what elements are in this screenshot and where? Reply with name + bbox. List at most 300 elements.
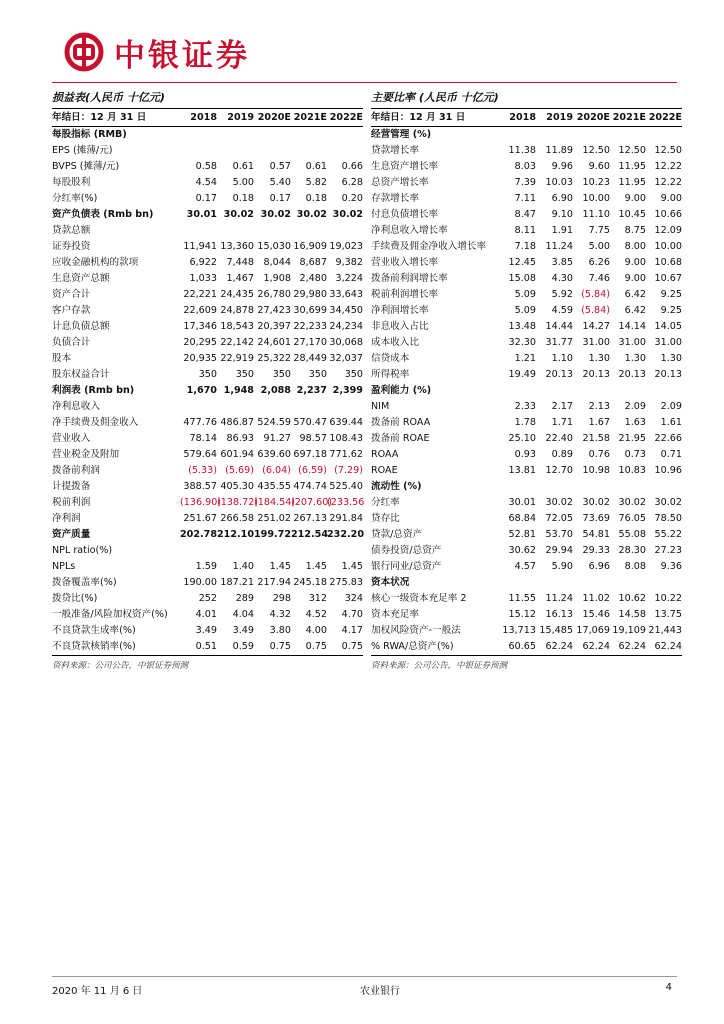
- row-label: 信贷成本: [371, 353, 410, 364]
- cell-value: 0.61: [232, 161, 254, 172]
- table-row: [52, 383, 363, 399]
- cell-value: 32.30: [508, 337, 536, 348]
- cell-value: 22,609: [183, 305, 217, 316]
- cell-value: 405.30: [220, 481, 254, 492]
- cell-value: 30,068: [329, 337, 363, 348]
- table-row: [371, 127, 682, 144]
- cell-value: 22.40: [545, 433, 573, 444]
- key-ratios-title: 主要比率 (人民币 十亿元): [371, 90, 682, 109]
- cell-value: [573, 383, 610, 399]
- table-row: [52, 495, 363, 511]
- cell-value: 202.78: [180, 529, 218, 540]
- cell-value: [291, 543, 327, 559]
- cell-value: 30.02: [545, 497, 573, 508]
- row-label: 营业收入: [52, 433, 91, 444]
- row-label: 存款增长率: [371, 193, 419, 204]
- cell-value: 27,170: [293, 337, 327, 348]
- row-label: 营业收入增长率: [371, 257, 439, 268]
- cell-value: [254, 543, 291, 559]
- cell-value: 20.13: [582, 369, 610, 380]
- row-label: 不良贷款生成率(%): [52, 625, 136, 636]
- table-row: [52, 175, 363, 191]
- cell-value: 350: [272, 369, 291, 380]
- cell-value: 2.13: [588, 401, 610, 412]
- row-label: 贷存比: [371, 513, 400, 524]
- table-row: [52, 399, 363, 415]
- key-ratios-panel: [371, 90, 682, 671]
- cell-value: 10.00: [582, 193, 610, 204]
- cell-value: 10.66: [654, 209, 682, 220]
- cell-value: 14.05: [654, 321, 682, 332]
- cell-value: 30.62: [508, 545, 536, 556]
- cell-value: 212.54: [291, 529, 329, 540]
- year-header: 2021E: [610, 110, 646, 127]
- cell-value: 474.74: [293, 481, 327, 492]
- row-label: 资本状况: [371, 577, 410, 588]
- cell-value: 11.02: [582, 593, 610, 604]
- cell-value: (7.29): [334, 465, 363, 476]
- cell-value: 9.00: [624, 257, 646, 268]
- table-row: [371, 415, 682, 431]
- cell-value: 11.24: [545, 593, 573, 604]
- cell-value: 30.02: [296, 209, 327, 220]
- cell-value: 6.26: [588, 257, 610, 268]
- cell-value: 289: [235, 593, 254, 604]
- cell-value: 60.65: [499, 639, 536, 656]
- table-row: [371, 639, 682, 656]
- cell-value: 62.24: [573, 639, 610, 656]
- cell-value: 1,467: [226, 273, 254, 284]
- cell-value: 1.63: [624, 417, 646, 428]
- year-header: 2020E: [573, 110, 610, 127]
- table-row: [52, 543, 363, 559]
- table-header-row: [371, 110, 682, 127]
- row-label: 成本收入比: [371, 337, 419, 348]
- cell-value: 21,443: [648, 625, 682, 636]
- row-label: 分红率(%): [52, 193, 98, 204]
- cell-value: 11.10: [582, 209, 610, 220]
- cell-value: 17,346: [183, 321, 217, 332]
- cell-value: 10.96: [654, 465, 682, 476]
- cell-value: 5.82: [305, 177, 327, 188]
- cell-value: 0.75: [254, 639, 291, 656]
- cell-value: [217, 399, 254, 415]
- year-header: 2021E: [291, 110, 327, 127]
- table-row: [52, 207, 363, 223]
- cell-value: 7.46: [588, 273, 610, 284]
- cell-value: 86.93: [226, 433, 254, 444]
- cell-value: 4.32: [269, 609, 291, 620]
- cell-value: [327, 223, 363, 239]
- cell-value: 9.36: [660, 561, 682, 572]
- cell-value: 78.14: [189, 433, 217, 444]
- row-label: % RWA/总资产(%): [371, 639, 499, 656]
- cell-value: 14.58: [618, 609, 646, 620]
- table-row: [52, 463, 363, 479]
- row-label: 净利息收入: [52, 401, 100, 412]
- row-label: 贷款增长率: [371, 145, 419, 156]
- cell-value: 1.45: [341, 561, 363, 572]
- cell-value: 477.76: [183, 417, 217, 428]
- cell-value: 22,142: [220, 337, 254, 348]
- cell-value: 62.24: [610, 639, 646, 656]
- row-label: 生息资产增长率: [371, 161, 439, 172]
- table-row: [371, 591, 682, 607]
- cell-value: 1,908: [263, 273, 291, 284]
- table-row: [52, 143, 363, 159]
- table-row: [52, 447, 363, 463]
- row-label: 净利息收入增长率: [371, 225, 448, 236]
- row-label: 拨备前利润: [52, 465, 100, 476]
- cell-value: 2,088: [260, 385, 291, 396]
- row-label: 资产合计: [52, 289, 91, 300]
- cell-value: 31.00: [618, 337, 646, 348]
- cell-value: 15,485: [539, 625, 573, 636]
- cell-value: 76.05: [618, 513, 646, 524]
- cell-value: 9.25: [660, 289, 682, 300]
- cell-value: [291, 223, 327, 239]
- table-row: [371, 255, 682, 271]
- cell-value: 73.69: [582, 513, 610, 524]
- table-row: [371, 495, 682, 511]
- table-header-row: [52, 110, 363, 127]
- cell-value: 324: [344, 593, 363, 604]
- year-header: 2018: [499, 110, 536, 127]
- table-row: [371, 543, 682, 559]
- row-label: 税前利润: [52, 497, 91, 508]
- cell-value: 29.94: [545, 545, 573, 556]
- cell-value: 350: [235, 369, 254, 380]
- table-row: [52, 527, 363, 543]
- cell-value: (5.69): [225, 465, 254, 476]
- cell-value: 27.23: [654, 545, 682, 556]
- row-label: 计息负债总额: [52, 321, 110, 332]
- page-number: 4: [665, 982, 672, 993]
- cell-value: [646, 383, 682, 399]
- cell-value: 2.09: [660, 401, 682, 412]
- row-label: 付息负债增长率: [371, 209, 439, 220]
- cell-value: 22,233: [293, 321, 327, 332]
- table-row: [371, 303, 682, 319]
- cell-value: 0.66: [341, 161, 363, 172]
- cell-value: 5.90: [551, 561, 573, 572]
- row-label: 每股股利: [52, 177, 91, 188]
- cell-value: [217, 543, 254, 559]
- cell-value: 291.84: [329, 513, 363, 524]
- cell-value: 8.03: [514, 161, 536, 172]
- cell-value: 4.57: [514, 561, 536, 572]
- cell-value: 12.09: [654, 225, 682, 236]
- cell-value: [536, 575, 573, 591]
- cell-value: 19,023: [329, 241, 363, 252]
- cell-value: 11.95: [618, 177, 646, 188]
- cell-value: 12.50: [582, 145, 610, 156]
- cell-value: 21.95: [618, 433, 646, 444]
- table-row: [52, 415, 363, 431]
- cell-value: 312: [308, 593, 327, 604]
- cell-value: 16,909: [293, 241, 327, 252]
- cell-value: 0.89: [551, 449, 573, 460]
- cell-value: 3.80: [269, 625, 291, 636]
- cell-value: 30,699: [293, 305, 327, 316]
- cell-value: 10.67: [654, 273, 682, 284]
- table-row: [52, 623, 363, 639]
- cell-value: [327, 143, 363, 159]
- cell-value: 350: [198, 369, 217, 380]
- cell-value: [217, 127, 254, 144]
- cell-value: 5.00: [232, 177, 254, 188]
- row-label: 股东权益合计: [52, 369, 110, 380]
- cell-value: 350: [344, 369, 363, 380]
- row-label: 利润表 (Rmb bn): [52, 385, 135, 396]
- row-label: 拨备前 ROAE: [371, 433, 430, 444]
- cell-value: 18,543: [220, 321, 254, 332]
- table-row: [52, 367, 363, 383]
- table-row: [371, 511, 682, 527]
- table-row: [52, 319, 363, 335]
- header-rule: [52, 82, 677, 83]
- cell-value: 0.59: [217, 639, 254, 656]
- cell-value: [499, 479, 536, 495]
- cell-value: 1,948: [223, 385, 254, 396]
- row-label: 经营管理 (%): [371, 129, 432, 140]
- cell-value: 30.02: [223, 209, 254, 220]
- cell-value: [646, 479, 682, 495]
- cell-value: 54.81: [582, 529, 610, 540]
- table-row: [52, 479, 363, 495]
- table-row: [52, 159, 363, 175]
- cell-value: 771.62: [329, 449, 363, 460]
- cell-value: 6.90: [551, 193, 573, 204]
- cell-value: 0.18: [305, 193, 327, 204]
- footer-rule: [52, 976, 677, 977]
- cell-value: 11.89: [545, 145, 573, 156]
- cell-value: 199.72: [254, 529, 292, 540]
- cell-value: 12.70: [545, 465, 573, 476]
- cell-value: 217.94: [257, 577, 291, 588]
- table-row: [52, 127, 363, 144]
- row-label: 拨备前利润增长率: [371, 273, 448, 284]
- cell-value: 1.21: [514, 353, 536, 364]
- table-row: [52, 191, 363, 207]
- cell-value: 252: [198, 593, 217, 604]
- cell-value: [254, 143, 291, 159]
- cell-value: [254, 399, 291, 415]
- cell-value: 33,643: [329, 289, 363, 300]
- cell-value: 15.08: [508, 273, 536, 284]
- cell-value: 639.60: [257, 449, 291, 460]
- row-label: 应收金融机构的款项: [52, 257, 139, 268]
- cell-value: 13.81: [508, 465, 536, 476]
- cell-value: 52.81: [508, 529, 536, 540]
- cell-value: 12.22: [654, 161, 682, 172]
- cell-value: 24,878: [220, 305, 254, 316]
- cell-value: (207.60): [291, 497, 333, 508]
- cell-value: 30.02: [260, 209, 291, 220]
- table-row: [52, 255, 363, 271]
- row-label: 加权风险资产-一般法: [371, 625, 461, 636]
- cell-value: 10.83: [618, 465, 646, 476]
- cell-value: [327, 127, 363, 144]
- row-label: 拨贷比(%): [52, 593, 98, 604]
- cell-value: (6.59): [298, 465, 327, 476]
- cell-value: 298: [272, 593, 291, 604]
- table-row: [371, 447, 682, 463]
- cell-value: 14.14: [618, 321, 646, 332]
- cell-value: [217, 223, 254, 239]
- cell-value: 13,360: [220, 241, 254, 252]
- header-label: 年结日：12 月 31 日: [52, 110, 180, 127]
- cell-value: 8,687: [299, 257, 327, 268]
- cell-value: 2.33: [514, 401, 536, 412]
- cell-value: 486.87: [220, 417, 254, 428]
- cell-value: 187.21: [220, 577, 254, 588]
- cell-value: 0.75: [327, 639, 363, 656]
- cell-value: 29,980: [293, 289, 327, 300]
- table-row: [371, 623, 682, 639]
- cell-value: 9.00: [624, 273, 646, 284]
- cell-value: 0.61: [305, 161, 327, 172]
- row-label: 拨备前 ROAA: [371, 417, 431, 428]
- cell-value: [291, 143, 327, 159]
- table-row: [371, 607, 682, 623]
- table-row: [52, 575, 363, 591]
- cell-value: 108.43: [329, 433, 363, 444]
- cell-value: [499, 127, 536, 144]
- row-label: 计提拨备: [52, 481, 91, 492]
- cell-value: 4.54: [195, 177, 217, 188]
- table-row: [52, 639, 363, 656]
- cell-value: [180, 543, 217, 559]
- cell-value: 245.18: [293, 577, 327, 588]
- cell-value: 20.13: [618, 369, 646, 380]
- cell-value: 7.11: [514, 193, 536, 204]
- cell-value: 6,922: [189, 257, 217, 268]
- cell-value: 266.58: [220, 513, 254, 524]
- cell-value: 10.45: [618, 209, 646, 220]
- cell-value: [499, 383, 536, 399]
- cell-value: 17,069: [576, 625, 610, 636]
- table-row: [371, 271, 682, 287]
- table-row: [371, 575, 682, 591]
- cell-value: 524.59: [257, 417, 291, 428]
- cell-value: 20,397: [257, 321, 291, 332]
- cell-value: 3.49: [232, 625, 254, 636]
- source-note: 资料来源：公司公告，中银证券预测: [371, 661, 508, 671]
- cell-value: 5.09: [514, 289, 536, 300]
- cell-value: 5.92: [551, 289, 573, 300]
- row-label: ROAE: [371, 465, 398, 476]
- cell-value: 232.20: [327, 529, 365, 540]
- year-header: 2018: [180, 110, 217, 127]
- cell-value: 25,322: [257, 353, 291, 364]
- cell-value: 0.57: [269, 161, 291, 172]
- cell-value: [499, 575, 536, 591]
- cell-value: 1.10: [551, 353, 573, 364]
- cell-value: 72.05: [545, 513, 573, 524]
- table-row: [52, 607, 363, 623]
- row-label: EPS (摊薄/元): [52, 145, 113, 156]
- cell-value: 31.00: [582, 337, 610, 348]
- cell-value: 9.25: [660, 305, 682, 316]
- cell-value: 0.73: [624, 449, 646, 460]
- row-label: 分红率: [371, 497, 400, 508]
- cell-value: 579.64: [183, 449, 217, 460]
- cell-value: [180, 127, 217, 144]
- cell-value: 275.83: [329, 577, 363, 588]
- row-label: 核心一级资本充足率 2: [371, 593, 467, 604]
- cell-value: [180, 143, 217, 159]
- cell-value: 55.08: [618, 529, 646, 540]
- cell-value: 24,234: [329, 321, 363, 332]
- table-row: [371, 239, 682, 255]
- income-statement-panel: [52, 90, 363, 671]
- cell-value: 251.67: [183, 513, 217, 524]
- cell-value: 19,109: [612, 625, 646, 636]
- cell-value: 350: [308, 369, 327, 380]
- table-row: [371, 143, 682, 159]
- cell-value: [536, 383, 573, 399]
- cell-value: [573, 479, 610, 495]
- row-label: 净手续费及佣金收入: [52, 417, 139, 428]
- cell-value: 9.00: [660, 193, 682, 204]
- table-row: [52, 287, 363, 303]
- cell-value: 13,713: [502, 625, 536, 636]
- cell-value: 2,480: [299, 273, 327, 284]
- cell-value: 30.02: [618, 497, 646, 508]
- cell-value: 8.08: [624, 561, 646, 572]
- cell-value: 14.44: [545, 321, 573, 332]
- table-row: [371, 479, 682, 495]
- row-label: 资本充足率: [371, 609, 419, 620]
- table-row: [52, 335, 363, 351]
- cell-value: 2.17: [551, 401, 573, 412]
- cell-value: 251.02: [257, 513, 291, 524]
- cell-value: 15.46: [582, 609, 610, 620]
- cell-value: 388.57: [183, 481, 217, 492]
- cell-value: 6.28: [341, 177, 363, 188]
- cell-value: 32,037: [329, 353, 363, 364]
- cell-value: 697.18: [293, 449, 327, 460]
- cell-value: 28,449: [293, 353, 327, 364]
- bank-of-china-logo-icon: [64, 32, 104, 72]
- cell-value: 11.55: [508, 593, 536, 604]
- cell-value: 3,224: [335, 273, 363, 284]
- row-label: 负债合计: [52, 337, 91, 348]
- cell-value: 34,450: [329, 305, 363, 316]
- cell-value: 11.38: [508, 145, 536, 156]
- cell-value: (5.84): [581, 289, 610, 300]
- cell-value: 22.66: [654, 433, 682, 444]
- cell-value: 5.09: [514, 305, 536, 316]
- cell-value: 1.30: [660, 353, 682, 364]
- cell-value: 1.67: [588, 417, 610, 428]
- table-row: [52, 223, 363, 239]
- cell-value: [291, 127, 327, 144]
- table-row: [52, 303, 363, 319]
- table-row: [371, 351, 682, 367]
- row-label: 客户存款: [52, 305, 91, 316]
- row-label: 证券投资: [52, 241, 91, 252]
- cell-value: 10.23: [582, 177, 610, 188]
- row-label: 资产质量: [52, 529, 91, 540]
- cell-value: 10.62: [618, 593, 646, 604]
- cell-value: 2,237: [296, 385, 327, 396]
- income-statement-title: 损益表(人民币 十亿元): [52, 90, 363, 109]
- row-label: 不良贷款核销率(%): [52, 639, 180, 656]
- cell-value: 24,601: [257, 337, 291, 348]
- cell-value: 2.09: [624, 401, 646, 412]
